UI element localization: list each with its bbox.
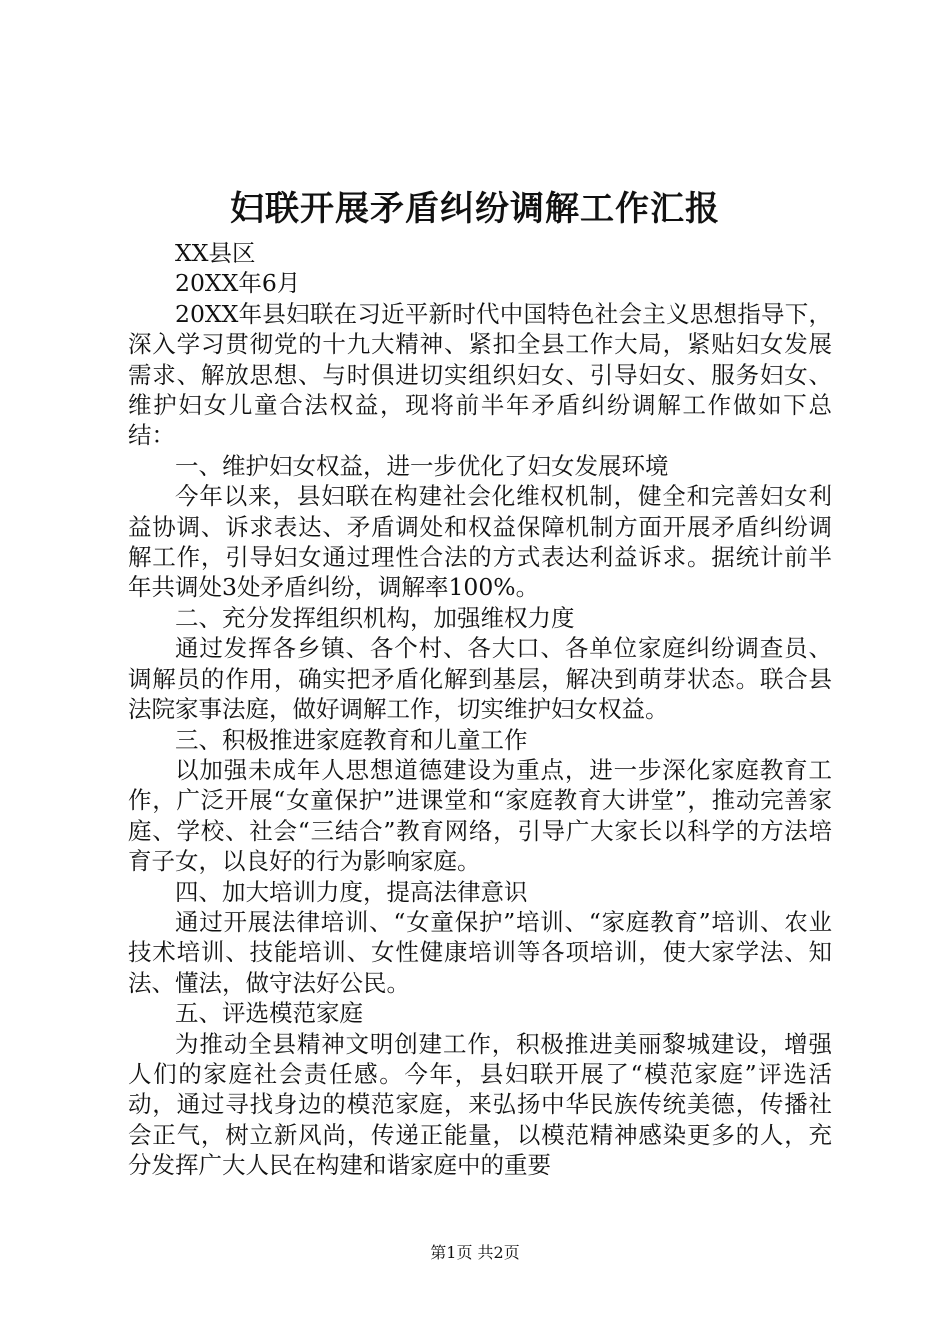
section-heading-3: 三、积极推进家庭教育和儿童工作 <box>175 725 528 754</box>
section-paragraph-4: 通过开展法律培训、“女童保护”培训、“家庭教育”培训、农业技术培训、技能培训、女性健康培训等各项培训，使大家学法、知法、懂法，做守法好公民。 <box>128 907 832 997</box>
section-paragraph-1: 今年以来，县妇联在构建社会化维权机制，健全和完善妇女利益协调、诉求表达、矛盾调处和权益保障机制方面开展矛盾纠纷调解工作，引导妇女通过理性合法的方式表达利益诉求。据统计前半年共调处3处矛盾纠纷，调解率100%。 <box>128 482 832 602</box>
document-body <box>128 238 832 1181</box>
section-heading-4: 四、加大培训力度，提高法律意识 <box>175 877 528 906</box>
page-number-footer: 第1页 共2页 <box>430 1243 520 1262</box>
section-paragraph-5: 为推动全县精神文明创建工作，积极推进美丽黎城建设，增强人们的家庭社会责任感。今年，县妇联开展了“模范家庭”评选活动，通过寻找身边的模范家庭，来弘扬中华民族传统美德，传播社会正气，树立新风尚，传递正能量，以模范精神感染更多的人，充分发挥广大人民在构建和谐家庭中的重要 <box>128 1029 832 1180</box>
section-heading-2: 二、充分发挥组织机构，加强维权力度 <box>175 603 575 632</box>
document-title: 妇联开展矛盾纠纷调解工作汇报 <box>230 189 720 229</box>
date-line: 20XX年6月 <box>175 269 301 298</box>
section-heading-1: 一、维护妇女权益，进一步优化了妇女发展环境 <box>175 451 669 480</box>
section-paragraph-3: 以加强未成年人思想道德建设为重点，进一步深化家庭教育工作，广泛开展“女童保护”进课堂和“家庭教育大讲堂”，推动完善家庭、学校、社会“三结合”教育网络，引导广大家长以科学的方法培育子女，以良好的行为影响家庭。 <box>128 755 832 876</box>
section-heading-5: 五、评选模范家庭 <box>175 999 363 1028</box>
section-paragraph-2: 通过发挥各乡镇、各个村、各大口、各单位家庭纠纷调查员、调解员的作用，确实把矛盾化解到基层，解决到萌芽状态。联合县法院家事法庭，做好调解工作，切实维护妇女权益。 <box>128 634 832 724</box>
intro-paragraph: 20XX年县妇联在习近平新时代中国特色社会主义思想指导下，深入学习贯彻党的十九大精神、紧扣全县工作大局，紧贴妇女发展需求、解放思想、与时俱进切实组织妇女、引导妇女、服务妇女、维护妇女儿童合法权益，现将前半年矛盾纠纷调解工作做如下总结： <box>128 299 832 450</box>
region-line: XX县区 <box>175 239 256 267</box>
